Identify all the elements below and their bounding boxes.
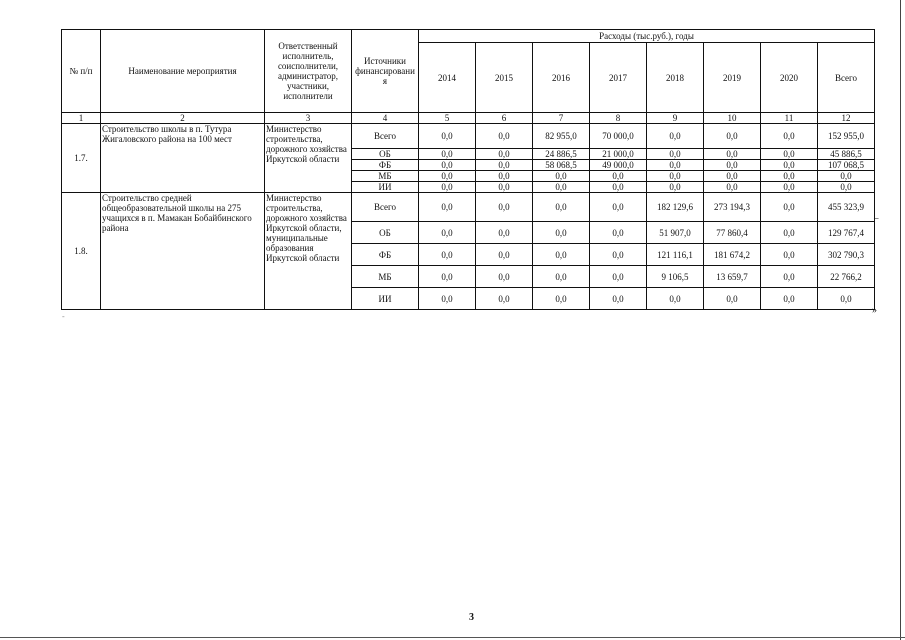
index-cell: 7 — [533, 113, 590, 124]
value-cell: 0,0 — [419, 149, 476, 160]
value-cell: 0,0 — [704, 171, 761, 182]
value-cell: 129 767,4 — [818, 222, 875, 244]
row-number: 1.7. — [62, 124, 101, 193]
value-cell: 182 129,6 — [647, 193, 704, 222]
value-cell: 0,0 — [419, 124, 476, 149]
value-cell: 0,0 — [704, 124, 761, 149]
header-year: 2016 — [533, 43, 590, 113]
closing-quote: » — [872, 305, 877, 316]
value-cell: 0,0 — [647, 149, 704, 160]
index-row — [62, 113, 875, 124]
value-cell: 0,0 — [761, 288, 818, 310]
value-cell: 0,0 — [704, 182, 761, 193]
index-cell: 5 — [419, 113, 476, 124]
value-cell: 13 659,7 — [704, 266, 761, 288]
source-cell: ИИ — [352, 288, 419, 310]
value-cell: 82 955,0 — [533, 124, 590, 149]
index-cell: 8 — [590, 113, 647, 124]
measure-name: Строительство школы в п. Тутура Жигаловского района на 100 мест — [101, 124, 265, 193]
value-cell: 0,0 — [476, 149, 533, 160]
value-cell: 0,0 — [590, 182, 647, 193]
value-cell: 455 323,9 — [818, 193, 875, 222]
row-number: 1.8. — [62, 193, 101, 310]
value-cell: 0,0 — [647, 288, 704, 310]
value-cell: 0,0 — [476, 160, 533, 171]
value-cell: 0,0 — [761, 160, 818, 171]
table-row — [62, 124, 875, 149]
budget-table — [61, 29, 875, 310]
value-cell: 0,0 — [533, 288, 590, 310]
source-cell: МБ — [352, 171, 419, 182]
responsible: Министерство строительства, дорожного хозяйства Иркутской области, муниципальные образования Иркутской области — [265, 193, 352, 310]
header-year: 2015 — [476, 43, 533, 113]
value-cell: 0,0 — [761, 244, 818, 266]
value-cell: 0,0 — [476, 182, 533, 193]
header-total: Всего — [818, 43, 875, 113]
value-cell: 0,0 — [818, 288, 875, 310]
value-cell: 0,0 — [419, 160, 476, 171]
value-cell: 0,0 — [419, 171, 476, 182]
index-cell: 12 — [818, 113, 875, 124]
header-expenses: Расходы (тыс.руб.), годы — [419, 30, 875, 43]
value-cell: 0,0 — [476, 193, 533, 222]
value-cell: 0,0 — [761, 171, 818, 182]
value-cell: 181 674,2 — [704, 244, 761, 266]
value-cell: 0,0 — [818, 171, 875, 182]
value-cell: 0,0 — [476, 266, 533, 288]
header-name: Наименование мероприятия — [101, 30, 265, 113]
value-cell: 302 790,3 — [818, 244, 875, 266]
index-cell: 11 — [761, 113, 818, 124]
header-responsible: Ответственный исполнитель, соисполнители, администратор, участники, исполнители — [265, 30, 352, 113]
value-cell: 0,0 — [761, 222, 818, 244]
value-cell: 0,0 — [419, 266, 476, 288]
source-cell: ИИ — [352, 182, 419, 193]
source-cell: МБ — [352, 266, 419, 288]
value-cell: 77 860,4 — [704, 222, 761, 244]
measure-name: Строительство средней общеобразовательной школы на 275 учащихся в п. Мамакан Бобайбинского района — [101, 193, 265, 310]
value-cell: 0,0 — [818, 182, 875, 193]
value-cell: 70 000,0 — [590, 124, 647, 149]
responsible: Министерство строительства, дорожного хозяйства Иркутской области — [265, 124, 352, 193]
value-cell: 0,0 — [761, 149, 818, 160]
value-cell: 21 000,0 — [590, 149, 647, 160]
value-cell: 0,0 — [590, 288, 647, 310]
value-cell: 0,0 — [761, 266, 818, 288]
value-cell: 273 194,3 — [704, 193, 761, 222]
header-source: Источники финансировани я — [352, 30, 419, 113]
page-edge-right — [900, 0, 901, 640]
source-cell: Всего — [352, 193, 419, 222]
value-cell: 0,0 — [476, 124, 533, 149]
value-cell: 0,0 — [533, 182, 590, 193]
value-cell: 0,0 — [533, 222, 590, 244]
value-cell: 121 116,1 — [647, 244, 704, 266]
value-cell: 0,0 — [476, 244, 533, 266]
value-cell: 0,0 — [590, 222, 647, 244]
value-cell: 24 886,5 — [533, 149, 590, 160]
value-cell: 0,0 — [533, 266, 590, 288]
value-cell: 0,0 — [590, 193, 647, 222]
value-cell: 0,0 — [419, 222, 476, 244]
value-cell: 9 106,5 — [647, 266, 704, 288]
value-cell: 0,0 — [647, 160, 704, 171]
value-cell: 22 766,2 — [818, 266, 875, 288]
value-cell: 0,0 — [533, 193, 590, 222]
value-cell: 0,0 — [590, 266, 647, 288]
value-cell: 0,0 — [590, 244, 647, 266]
value-cell: 0,0 — [476, 288, 533, 310]
side-dash: _ — [874, 210, 879, 220]
source-cell: ФБ — [352, 244, 419, 266]
source-cell: ОБ — [352, 222, 419, 244]
index-cell: 9 — [647, 113, 704, 124]
value-cell: 0,0 — [476, 171, 533, 182]
value-cell: 0,0 — [419, 244, 476, 266]
header-year: 2018 — [647, 43, 704, 113]
value-cell: 0,0 — [533, 244, 590, 266]
page-number: 3 — [469, 612, 474, 623]
value-cell: 0,0 — [419, 288, 476, 310]
value-cell: 0,0 — [761, 193, 818, 222]
header-year: 2019 — [704, 43, 761, 113]
value-cell: 0,0 — [476, 222, 533, 244]
value-cell: 107 068,5 — [818, 160, 875, 171]
value-cell: 0,0 — [704, 288, 761, 310]
value-cell: 0,0 — [647, 171, 704, 182]
index-cell: 1 — [62, 113, 101, 124]
value-cell: 0,0 — [533, 171, 590, 182]
value-cell: 0,0 — [761, 182, 818, 193]
value-cell: 0,0 — [647, 124, 704, 149]
header-year: 2014 — [419, 43, 476, 113]
value-cell: 49 000,0 — [590, 160, 647, 171]
value-cell: 0,0 — [419, 182, 476, 193]
page-edge-bottom — [0, 637, 905, 638]
value-cell: 0,0 — [647, 182, 704, 193]
value-cell: 0,0 — [419, 193, 476, 222]
value-cell: 58 068,5 — [533, 160, 590, 171]
value-cell: 51 907,0 — [647, 222, 704, 244]
value-cell: 45 886,5 — [818, 149, 875, 160]
source-cell: Всего — [352, 124, 419, 149]
value-cell: 0,0 — [590, 171, 647, 182]
index-cell: 6 — [476, 113, 533, 124]
source-cell: ФБ — [352, 160, 419, 171]
margin-mark: - — [62, 312, 65, 321]
value-cell: 0,0 — [761, 124, 818, 149]
header-year: 2017 — [590, 43, 647, 113]
header-year: 2020 — [761, 43, 818, 113]
value-cell: 152 955,0 — [818, 124, 875, 149]
value-cell: 0,0 — [704, 160, 761, 171]
index-cell: 2 — [101, 113, 265, 124]
table-row — [62, 193, 875, 222]
index-cell: 10 — [704, 113, 761, 124]
source-cell: ОБ — [352, 149, 419, 160]
header-num: № п/п — [62, 30, 101, 113]
index-cell: 4 — [352, 113, 419, 124]
index-cell: 3 — [265, 113, 352, 124]
value-cell: 0,0 — [704, 149, 761, 160]
